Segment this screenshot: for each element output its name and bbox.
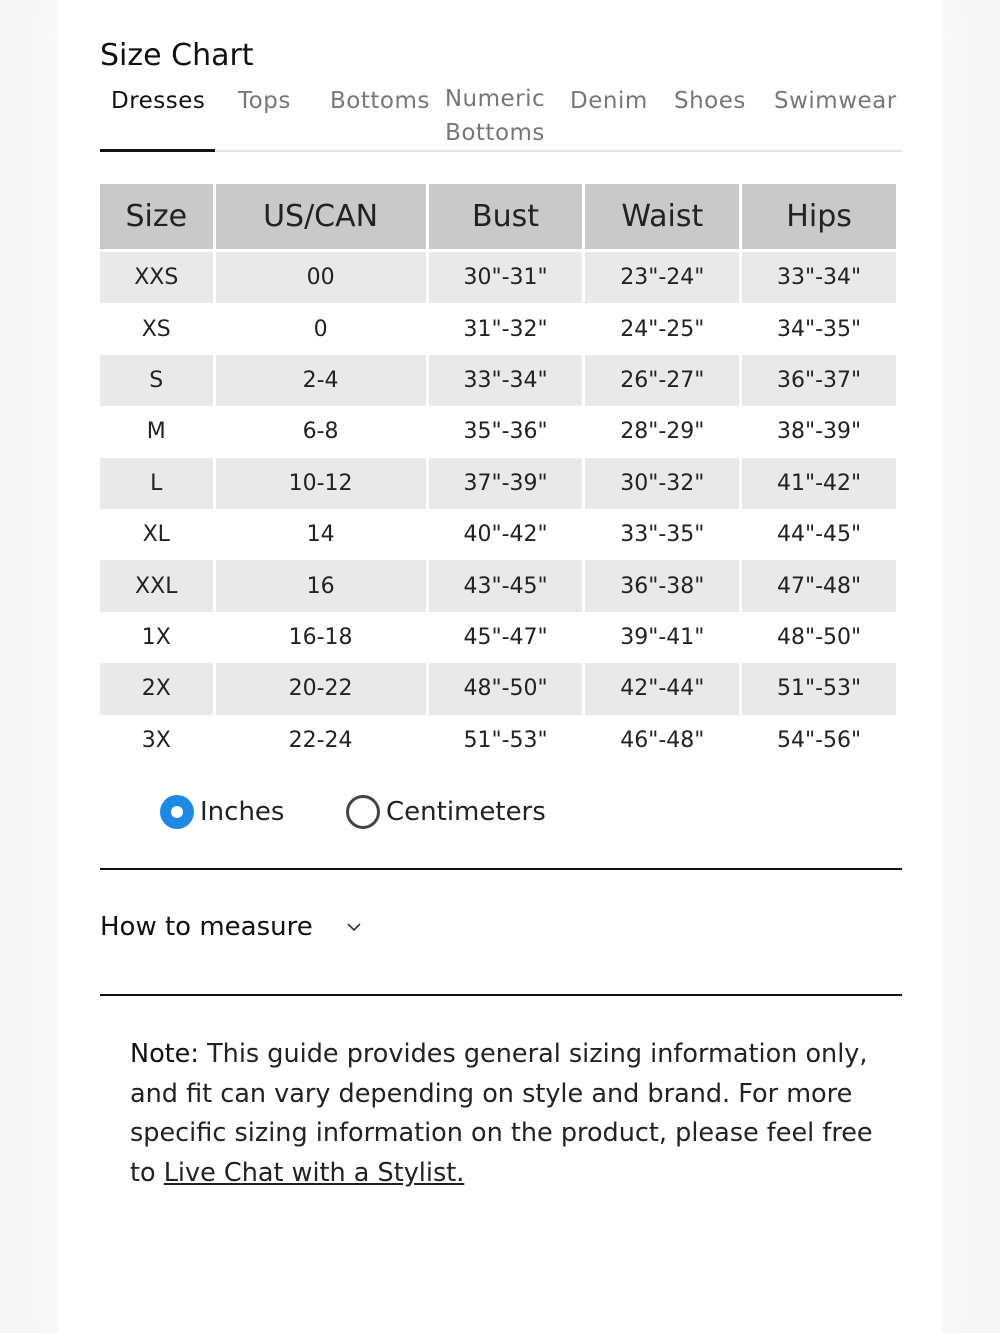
category-tabs	[100, 84, 902, 152]
table-row	[100, 560, 896, 611]
divider-top	[100, 868, 902, 870]
table-row	[100, 406, 896, 457]
note-text: This guide provides general sizing information only, and fit can vary depending on style and brand. For more specific sizing information on the product, please feel free to	[130, 1039, 873, 1188]
table-cell-size: 2X	[100, 663, 213, 714]
table-cell-size: M	[146, 419, 166, 445]
how-to-measure-label: How to measure	[100, 912, 313, 942]
table-cell-waist: 42"-44"	[585, 663, 739, 714]
table-cell-hips: 44"-45"	[777, 522, 862, 548]
divider-bottom	[100, 994, 902, 996]
table-cell-us-can: 20-22	[216, 663, 426, 714]
table-cell-waist: 46"-48"	[620, 727, 705, 753]
table-cell-hips: 54"-56"	[777, 727, 862, 753]
table-cell-hips: 48"-50"	[777, 624, 862, 650]
table-cell-size: XXL	[100, 560, 213, 611]
note-prefix: Note:	[130, 1039, 199, 1069]
table-cell-bust: 37"-39"	[429, 458, 583, 509]
tab-numeric-bottoms-line1: Numeric	[444, 86, 546, 112]
table-cell-us-can: 6-8	[302, 419, 339, 445]
table-cell-size: XXS	[100, 252, 213, 303]
table-cell-waist: 28"-29"	[620, 419, 705, 445]
table-cell-bust: 31"-32"	[463, 316, 548, 342]
inches-label: Inches	[200, 797, 285, 827]
active-tab-indicator	[100, 149, 215, 152]
table-cell-us-can: 14	[306, 522, 335, 548]
table-row	[100, 715, 896, 766]
table-cell-bust: 51"-53"	[463, 727, 548, 753]
table-cell-hips: 33"-34"	[742, 252, 896, 303]
table-cell-waist: 23"-24"	[585, 252, 739, 303]
table-cell-bust: 45"-47"	[463, 624, 548, 650]
table-cell-waist: 36"-38"	[585, 560, 739, 611]
table-row	[100, 612, 896, 663]
table-cell-bust: 40"-42"	[463, 522, 548, 548]
table-row	[100, 355, 896, 406]
table-cell-waist: 30"-32"	[585, 458, 739, 509]
table-cell-size: XS	[141, 316, 171, 342]
tab-numeric-bottoms-line2: Bottoms	[445, 120, 545, 146]
tab-swimwear[interactable]: Swimwear	[774, 88, 897, 114]
table-cell-waist: 39"-41"	[620, 624, 705, 650]
table-header-row	[100, 184, 896, 252]
column-header-us-can: US/CAN	[216, 184, 426, 252]
table-cell-waist: 33"-35"	[620, 522, 705, 548]
sizing-note	[130, 1035, 875, 1193]
inches-radio[interactable]	[160, 795, 284, 829]
table-row	[100, 509, 896, 560]
table-cell-size: S	[100, 355, 213, 406]
table-cell-hips: 38"-39"	[777, 419, 862, 445]
how-to-measure-toggle[interactable]	[100, 912, 361, 942]
table-cell-us-can: 0	[313, 316, 328, 342]
table-cell-bust: 35"-36"	[463, 419, 548, 445]
table-row	[100, 458, 896, 509]
table-cell-waist: 26"-27"	[585, 355, 739, 406]
radio-unselected-icon	[346, 795, 380, 829]
column-header-bust: Bust	[429, 184, 583, 252]
table-cell-us-can: 10-12	[216, 458, 426, 509]
tabs-divider	[100, 150, 902, 152]
table-cell-bust: 33"-34"	[429, 355, 583, 406]
live-chat-link[interactable]: Live Chat with a Stylist.	[163, 1157, 465, 1188]
table-cell-us-can: 16-18	[288, 624, 353, 650]
tab-bottoms[interactable]: Bottoms	[330, 88, 430, 114]
table-cell-size: 3X	[141, 727, 171, 753]
table-row	[100, 663, 896, 714]
table-cell-hips: 34"-35"	[777, 316, 862, 342]
table-cell-size: XL	[142, 522, 170, 548]
table-cell-hips: 41"-42"	[742, 458, 896, 509]
radio-selected-icon	[160, 795, 194, 829]
size-table	[97, 184, 899, 766]
table-cell-us-can: 00	[216, 252, 426, 303]
table-cell-us-can: 22-24	[288, 727, 353, 753]
table-cell-hips: 51"-53"	[742, 663, 896, 714]
tab-shoes[interactable]: Shoes	[674, 88, 746, 114]
tab-denim[interactable]: Denim	[570, 88, 648, 114]
table-cell-hips: 47"-48"	[742, 560, 896, 611]
table-cell-bust: 48"-50"	[429, 663, 583, 714]
table-row	[100, 252, 896, 303]
table-cell-bust: 43"-45"	[429, 560, 583, 611]
table-cell-bust: 30"-31"	[429, 252, 583, 303]
tab-dresses[interactable]: Dresses	[111, 88, 206, 114]
table-row	[100, 303, 896, 354]
tab-tops[interactable]: Tops	[238, 88, 291, 114]
column-header-size: Size	[100, 184, 213, 252]
table-cell-size: 1X	[141, 624, 171, 650]
table-cell-size: L	[100, 458, 213, 509]
chevron-down-icon	[347, 920, 361, 934]
centimeters-label: Centimeters	[386, 797, 546, 827]
tab-numeric-bottoms[interactable]	[440, 82, 550, 150]
column-header-hips: Hips	[742, 184, 896, 252]
column-header-waist: Waist	[585, 184, 739, 252]
table-cell-waist: 24"-25"	[620, 316, 705, 342]
table-cell-us-can: 2-4	[216, 355, 426, 406]
table-cell-us-can: 16	[216, 560, 426, 611]
centimeters-radio[interactable]	[346, 795, 546, 829]
table-cell-hips: 36"-37"	[742, 355, 896, 406]
page-title: Size Chart	[100, 38, 254, 73]
